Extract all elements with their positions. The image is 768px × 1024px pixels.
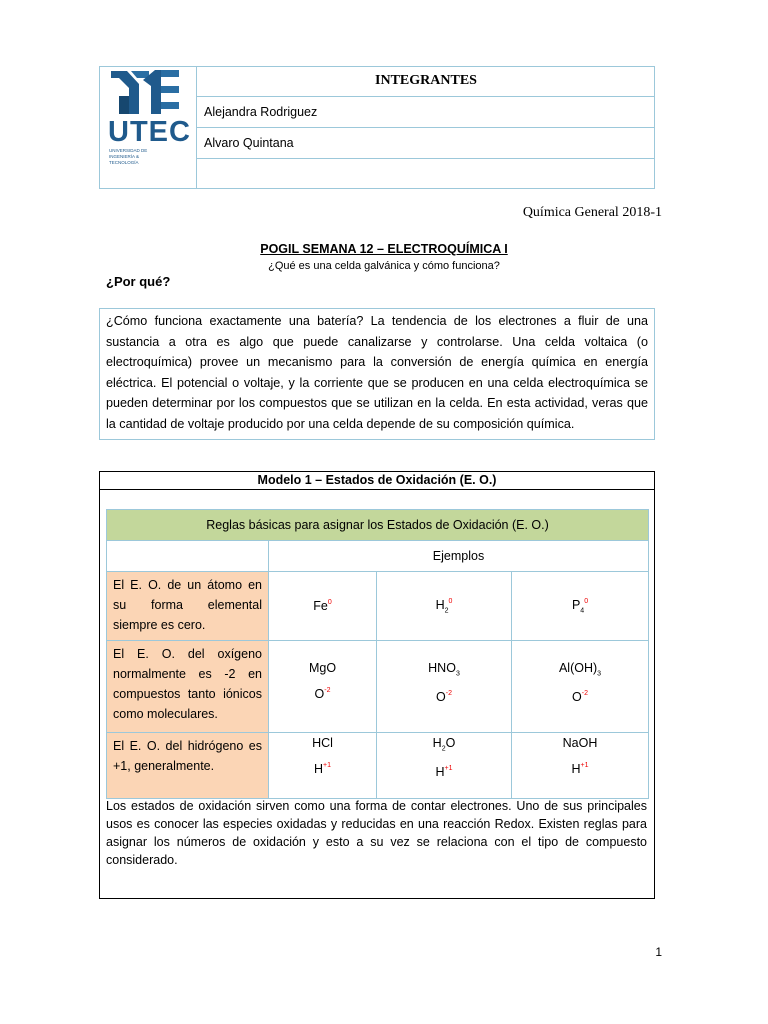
rule-1-text: El E. O. de un átomo en su forma elemental siempre es cero. xyxy=(107,572,269,641)
member-row-2: Alvaro Quintana xyxy=(197,128,655,159)
rule-2-example-3: $Al(OH)_3$ $O^{-2}$ xyxy=(512,641,649,733)
model-title: Modelo 1 – Estados de Oxidación (E. O.) xyxy=(99,471,655,490)
rule-3-example-2: $H_2O$ $H^{+1}$ xyxy=(377,733,512,799)
logo-wordmark: UTEC xyxy=(108,116,191,148)
course-name: Química General 2018-1 xyxy=(522,205,662,220)
rules-table-heading: Reglas básicas para asignar los Estados de Oxidación (E. O.) xyxy=(107,510,649,541)
page-number: 1 xyxy=(655,945,662,959)
rule-1-example-1: Fe$^0$ xyxy=(269,572,377,641)
member-row-1: Alejandra Rodriguez xyxy=(197,97,655,128)
intro-paragraph: ¿Cómo funciona exactamente una batería? La tendencia de los electrones a fluir de una sustancia a otra es algo que puede canalizarse y controlarse. Una celda voltaica (o electroquímica) provee un mecanismo para la conversión de energía química en energía eléctrica. El potencial o voltaje, y la corriente que se producen en una celda electroquímica se pueden determinar por los compuestos que se utilizan en la celda. En esta actividad, veras que la cantidad de voltaje producido por una celda depende de su composición química. xyxy=(99,308,655,440)
rule-2-example-1: MgO $O^{-2}$ xyxy=(269,641,377,733)
logo-subtext: UNIVERSIDAD DE INGENIERÍA & TECNOLOGÍA xyxy=(109,148,148,165)
rule-3-example-1: HCl $H^{+1}$ xyxy=(269,733,377,799)
rule-2-example-2: $HNO_3$ $O^{-2}$ xyxy=(377,641,512,733)
rule-1-example-2: $H_2^0$ xyxy=(377,572,512,641)
members-title: INTEGRANTES xyxy=(197,66,655,97)
rule-1-example-3: $P_4^0$ xyxy=(512,572,649,641)
rule-3-example-3: NaOH $H^{+1}$ xyxy=(512,733,649,799)
logo-cell xyxy=(99,66,197,189)
rules-table xyxy=(106,509,649,799)
rule-2-text: El E. O. del oxígeno normalmente es -2 en compuestos tanto iónicos como moleculares. xyxy=(107,641,269,733)
empty-header-cell xyxy=(107,541,269,572)
model-footer-paragraph: Los estados de oxidación sirven como una forma de contar electrones. Uno de sus principales usos es conocer las especies oxidadas y reducidas en una reacción Redox. Existen reglas para asignar los números de oxidación y esto a su vez se relaciona con el tipo de compuesto considerado. xyxy=(106,799,647,867)
document-subtitle: ¿Qué es una celda galvánica y cómo funciona? xyxy=(268,260,500,272)
section-heading: ¿Por qué? xyxy=(106,274,171,289)
rule-3-text: El E. O. del hidrógeno es +1, generalmente. xyxy=(107,733,269,799)
document-title: POGIL SEMANA 12 – ELECTROQUÍMICA I xyxy=(260,242,508,256)
examples-header: Ejemplos xyxy=(269,541,649,572)
member-row-3 xyxy=(197,159,655,189)
